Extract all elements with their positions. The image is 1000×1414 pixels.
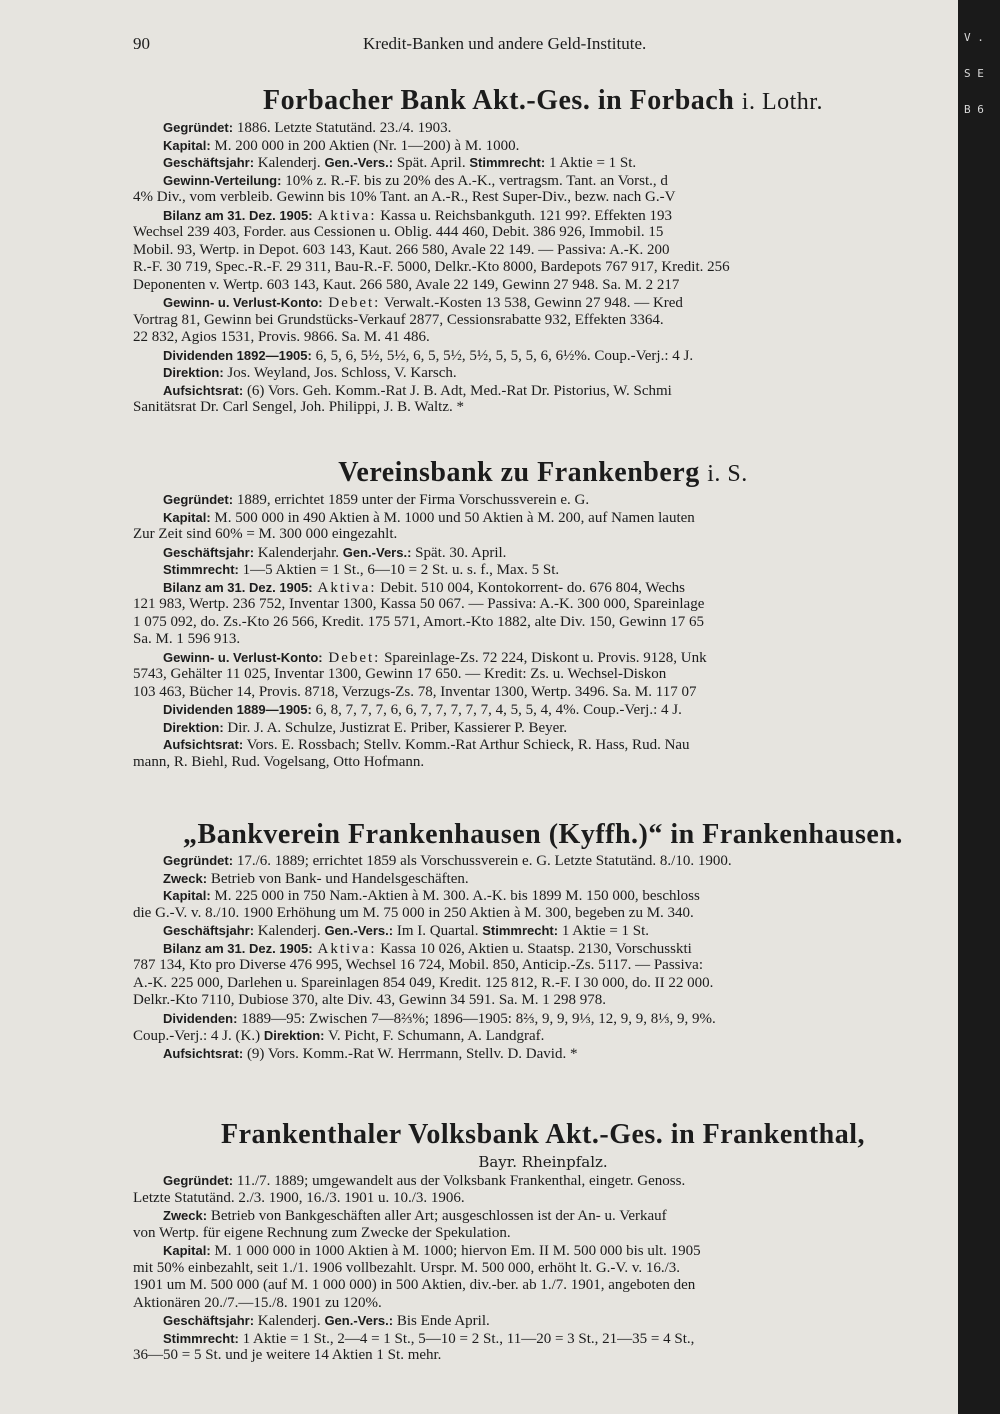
field-label: Stimmrecht: bbox=[163, 1330, 239, 1346]
field-text: 1901 um M. 500 000 (auf M. 1 000 000) in 500 Aktien, div.-ber. ab 1./7. 1901, angeboten den bbox=[133, 1277, 696, 1293]
entry-line bbox=[133, 754, 953, 772]
field-label: Aufsichtsrat: bbox=[163, 382, 244, 398]
field-text: Dir. J. A. Schulze, Justizrat E. Priber, Kassierer P. Beyer. bbox=[223, 719, 568, 736]
entry-title: Frankenthaler Volksbank Akt.-Ges. in Frankenthal, bbox=[220, 1119, 865, 1150]
entry-line bbox=[133, 701, 953, 719]
field-text: 1 Aktie = 1 St. bbox=[545, 155, 637, 171]
field-text: 6, 5, 6, 5½, 5½, 6, 5, 5½, 5½, 5, 5, 5, 6, 6½%. Coup.-Verj.: 4 J. bbox=[311, 347, 694, 364]
field-label: Gen.-Vers.: bbox=[324, 1313, 394, 1328]
entry-line bbox=[133, 1027, 953, 1045]
field-label: Geschäftsjahr: bbox=[163, 544, 255, 560]
field-label: Aufsichtsrat: bbox=[163, 1045, 244, 1061]
field-text: (6) Vors. Geh. Komm.-Rat J. B. Adt, Med.-Rat Dr. Pistorius, W. Schmi bbox=[243, 382, 672, 399]
entry-bankverein-frankenhausen bbox=[133, 818, 953, 1062]
entry-line bbox=[133, 649, 953, 667]
field-text: 787 134, Kto pro Diverse 476 995, Wechsel 16 724, Mobil. 850, Anticip.-Zs. 5117. — Passiva: bbox=[133, 957, 703, 973]
field-label: Gewinn- u. Verlust-Konto: bbox=[163, 295, 323, 310]
field-label: Geschäftsjahr: bbox=[163, 923, 255, 938]
field-text: Delkr.-Kto 7110, Dubiose 370, alte Div. 43, Gewinn 34 591. Sa. M. 1 298 978. bbox=[133, 992, 607, 1008]
field-text: Wechsel 239 403, Forder. aus Cessionen u. Oblig. 444 460, Debit. 386 926, Immobil. 15 bbox=[133, 224, 664, 240]
field-text: mann, R. Biehl, Rud. Vogelsang, Otto Hofmann. bbox=[133, 753, 425, 770]
entry-line bbox=[133, 1225, 953, 1243]
entry-line bbox=[133, 614, 953, 632]
field-text: 1—5 Aktien = 1 St., 6—10 = 2 St. u. s. f., Max. 5 St. bbox=[238, 562, 560, 578]
field-label: Direktion: bbox=[263, 1028, 325, 1043]
field-label: Gegründet: bbox=[163, 1173, 234, 1188]
entry-line bbox=[133, 172, 953, 190]
entry-line bbox=[133, 154, 953, 172]
field-text: Vors. E. Rossbach; Stellv. Komm.-Rat Arthur Schieck, R. Hass, Rud. Nau bbox=[243, 737, 690, 753]
entry-line bbox=[133, 259, 953, 277]
spine-fragments: V . S E B 6 bbox=[964, 31, 984, 116]
entry-body bbox=[133, 1172, 953, 1365]
entry-line bbox=[133, 329, 953, 347]
field-text: 103 463, Bücher 14, Provis. 8718, Verzugs-Zs. 78, Inventar 1300, Wertp. 3496. Sa. M. 117 07 bbox=[133, 683, 697, 700]
field-text: Bis Ende April. bbox=[393, 1313, 490, 1329]
field-text: Coup.-Verj.: 4 J. (K.) bbox=[133, 1028, 264, 1044]
entry-line bbox=[133, 119, 953, 137]
field-label: Gen.-Vers.: bbox=[342, 544, 412, 560]
field-text: 1886. Letzte Statutänd. 23./4. 1903. bbox=[233, 120, 452, 136]
field-label: Gegründet: bbox=[163, 853, 234, 868]
entry-line bbox=[133, 364, 953, 382]
entry-line bbox=[133, 719, 953, 737]
entry-line bbox=[133, 940, 953, 958]
field-text: M. 500 000 in 490 Aktien à M. 1000 und 50 Aktien à M. 200, auf Namen lauten bbox=[210, 509, 695, 526]
field-text: Kassa 10 026, Aktien u. Staatsp. 2130, Vorschusskti bbox=[376, 940, 692, 957]
entry-forbacher-bank bbox=[133, 84, 953, 417]
field-text: Zur Zeit sind 60% = M. 300 000 eingezahlt. bbox=[133, 526, 398, 542]
entry-line bbox=[133, 1190, 953, 1208]
entry-line bbox=[133, 905, 953, 923]
field-text: Vortrag 81, Gewinn bei Grundstücks-Verkauf 2877, Cessionsrabatte 932, Effekten 3364. bbox=[133, 311, 664, 328]
field-text: A.-K. 225 000, Darlehen u. Spareinlagen 854 049, Kredit. 125 812, R.-F. I 30 000, do. II 22 000. bbox=[133, 974, 714, 991]
entry-vereinsbank-frankenberg bbox=[133, 456, 953, 771]
field-text: Aktiva: bbox=[312, 579, 377, 596]
entry-line bbox=[133, 922, 953, 940]
entry-line bbox=[133, 207, 953, 225]
entry-line bbox=[133, 1312, 953, 1330]
entry-line bbox=[133, 852, 953, 870]
entry-line bbox=[133, 736, 953, 754]
page-number: 90 bbox=[133, 34, 150, 53]
field-label: Gen.-Vers.: bbox=[324, 923, 394, 938]
field-label: Direktion: bbox=[163, 365, 224, 380]
field-text: Kalenderj. bbox=[254, 923, 325, 939]
field-text: Spät. April. bbox=[393, 155, 470, 171]
field-label: Geschäftsjahr: bbox=[163, 155, 255, 170]
field-label: Stimmrecht: bbox=[163, 562, 239, 577]
field-text: V. Picht, F. Schumann, A. Landgraf. bbox=[324, 1028, 545, 1044]
entry-line bbox=[133, 957, 953, 975]
entry-line bbox=[133, 382, 953, 400]
field-label: Dividenden 1889—1905: bbox=[163, 702, 312, 717]
field-text: 17./6. 1889; errichtet 1859 als Vorschussverein e. G. Letzte Statutänd. 8./10. 1900. bbox=[233, 853, 732, 869]
field-text: Debit. 510 004, Kontokorrent- do. 676 804, Wechs bbox=[376, 579, 685, 596]
entry-line bbox=[133, 1295, 953, 1313]
field-label: Gegründet: bbox=[163, 492, 234, 507]
entry-line bbox=[133, 1172, 953, 1190]
field-text: Jos. Weyland, Jos. Schloss, V. Karsch. bbox=[223, 365, 457, 381]
field-label: Kapital: bbox=[163, 137, 211, 153]
entry-line bbox=[133, 347, 953, 365]
entry-line bbox=[133, 1010, 953, 1028]
entry-line bbox=[133, 870, 953, 888]
field-label: Bilanz am 31. Dez. 1905: bbox=[163, 207, 313, 223]
field-text: 1889, errichtet 1859 unter der Firma Vorschussverein e. G. bbox=[233, 492, 590, 508]
field-text: M. 1 000 000 in 1000 Aktien à M. 1000; hiervon Em. II M. 500 000 bis ult. 1905 bbox=[210, 1243, 701, 1259]
entry-line bbox=[133, 975, 953, 993]
entry-line bbox=[133, 579, 953, 597]
field-label: Zweck: bbox=[163, 870, 208, 886]
field-text: (9) Vors. Komm.-Rat W. Herrmann, Stellv. D. David. * bbox=[243, 1045, 578, 1062]
field-label: Dividenden 1892—1905: bbox=[163, 347, 312, 363]
entry-body bbox=[133, 491, 953, 771]
field-text: 1 075 092, do. Zs.-Kto 26 566, Kredit. 175 571, Amort.-Kto 1882, alte Div. 150, Gewinn 17 65 bbox=[133, 613, 705, 630]
field-text: Verwalt.-Kosten 13 538, Gewinn 27 948. — Kred bbox=[380, 295, 683, 311]
field-label: Gen.-Vers.: bbox=[324, 155, 394, 170]
entry-line bbox=[133, 277, 953, 295]
field-text: Sanitätsrat Dr. Carl Sengel, Joh. Philippi, J. B. Waltz. * bbox=[133, 399, 464, 415]
field-text: 1889—95: Zwischen 7—8⅔%; 1896—1905: 8⅔, 9, 9, 9⅓, 12, 9, 9, 8⅓, 9, 9%. bbox=[237, 1010, 716, 1027]
field-text: M. 200 000 in 200 Aktien (Nr. 1—200) à M. 1000. bbox=[210, 137, 520, 154]
field-text: 1 Aktie = 1 St. bbox=[558, 923, 650, 939]
field-text: 4% Div., vom verbleib. Gewinn bis 10% Tant. an A.-R., Rest Super-Div., bezw. nach G.-V bbox=[133, 189, 676, 205]
entry-line bbox=[133, 526, 953, 544]
entry-line bbox=[133, 294, 953, 312]
entry-line bbox=[133, 1277, 953, 1295]
field-text: Debet: bbox=[322, 295, 381, 311]
running-title: Kredit-Banken und andere Geld-Institute. bbox=[363, 34, 647, 53]
field-label: Aufsichtsrat: bbox=[163, 737, 244, 752]
entry-line bbox=[133, 1330, 953, 1348]
entry-line bbox=[133, 509, 953, 527]
entry-line bbox=[133, 887, 953, 905]
field-text: die G.-V. v. 8./10. 1900 Erhöhung um M. 75 000 in 250 Aktien à M. 300, begeben zu M. 340. bbox=[133, 904, 694, 921]
field-text: Debet: bbox=[322, 649, 381, 666]
entry-frankenthaler-volksbank bbox=[133, 1118, 953, 1365]
entry-line bbox=[133, 189, 953, 207]
entry-line bbox=[133, 1045, 953, 1063]
entry-line bbox=[133, 312, 953, 330]
entry-line bbox=[133, 1347, 953, 1365]
book-spine-edge bbox=[958, 0, 1000, 1414]
field-label: Dividenden: bbox=[163, 1010, 238, 1026]
field-label: Geschäftsjahr: bbox=[163, 1313, 255, 1328]
entry-line bbox=[133, 684, 953, 702]
entry-line bbox=[133, 596, 953, 614]
field-label: Stimmrecht: bbox=[469, 155, 546, 170]
field-text: Letzte Statutänd. 2./3. 1900, 16./3. 1901 u. 10./3. 1906. bbox=[133, 1189, 465, 1206]
field-text: Kalenderj. bbox=[254, 155, 325, 171]
field-text: M. 225 000 in 750 Nam.-Aktien à M. 300. A.-K. bis 1899 M. 150 000, beschloss bbox=[210, 888, 700, 904]
entry-line bbox=[133, 399, 953, 417]
field-text: 22 832, Agios 1531, Provis. 9866. Sa. M. 41 486. bbox=[133, 329, 430, 345]
field-label: Kapital: bbox=[163, 1243, 211, 1258]
field-text: 5743, Gehälter 11 025, Inventar 1300, Gewinn 17 650. — Kredit: Zs. u. Wechsel-Diskon bbox=[133, 666, 667, 682]
field-label: Kapital: bbox=[163, 888, 211, 903]
entry-subtitle: Bayr. Rheinpfalz. bbox=[478, 1153, 608, 1171]
field-text: 121 983, Wertp. 236 752, Inventar 1300, Kassa 50 067. — Passiva: A.-K. 300 000, Spareinlage bbox=[133, 596, 705, 612]
entry-line bbox=[133, 224, 953, 242]
entry-line bbox=[133, 1207, 953, 1225]
entry-line bbox=[133, 242, 953, 260]
field-text: Spät. 30. April. bbox=[411, 544, 507, 561]
field-label: Bilanz am 31. Dez. 1905: bbox=[163, 940, 313, 956]
field-label: Gewinn- u. Verlust-Konto: bbox=[163, 649, 323, 665]
field-label: Gegründet: bbox=[163, 120, 234, 135]
field-text: Spareinlage-Zs. 72 224, Diskont u. Provis. 9128, Unk bbox=[380, 649, 707, 666]
entry-line bbox=[133, 666, 953, 684]
field-text: Sa. M. 1 596 913. bbox=[133, 631, 241, 647]
field-text: Betrieb von Bank- und Handelsgeschäften. bbox=[207, 870, 469, 887]
field-text: Betrieb von Bankgeschäften aller Art; ausgeschlossen ist der An- u. Verkauf bbox=[207, 1208, 667, 1224]
field-text: mit 50% einbezahlt, seit 1./1. 1906 vollbezahlt. Urspr. M. 500 000, erhöht lt. G.-V. v. 16./3. bbox=[133, 1259, 681, 1276]
field-text: Kassa u. Reichsbankguth. 121 99?. Effekten 193 bbox=[376, 207, 672, 224]
field-text: Kalenderjahr. bbox=[254, 544, 343, 561]
entry-title: Forbacher Bank Akt.-Ges. in Forbach i. Lothr. bbox=[263, 85, 823, 116]
entry-line bbox=[133, 491, 953, 509]
entry-line bbox=[133, 631, 953, 649]
field-text: Im I. Quartal. bbox=[393, 923, 483, 939]
entry-line bbox=[133, 1242, 953, 1260]
field-text: Deponenten v. Wertp. 603 143, Kaut. 266 580, Avale 22 149, Gewinn 27 948. Sa. M. 2 217 bbox=[133, 276, 680, 293]
entry-body bbox=[133, 119, 953, 417]
field-text: 36—50 = 5 St. und je weitere 14 Aktien 1 St. mehr. bbox=[133, 1347, 442, 1363]
field-label: Kapital: bbox=[163, 509, 211, 525]
field-label: Direktion: bbox=[163, 719, 224, 735]
page-header bbox=[133, 32, 953, 60]
field-text: 6, 8, 7, 7, 7, 6, 6, 7, 7, 7, 7, 7, 4, 5, 5, 4, 4%. Coup.-Verj.: 4 J. bbox=[311, 702, 682, 718]
field-text: 10% z. R.-F. bis zu 20% des A.-K., vertragsm. Tant. an Vorst., d bbox=[281, 172, 668, 189]
field-text: Aktionären 20./7.—15./8. 1901 zu 120%. bbox=[133, 1294, 382, 1311]
field-label: Bilanz am 31. Dez. 1905: bbox=[163, 579, 313, 595]
field-text: Kalenderj. bbox=[254, 1313, 325, 1329]
field-label: Zweck: bbox=[163, 1208, 208, 1223]
entry-line bbox=[133, 1260, 953, 1278]
field-text: Mobil. 93, Wertp. in Depot. 603 143, Kaut. 266 580, Avale 22 149. — Passiva: A.-K. 200 bbox=[133, 241, 670, 258]
entry-title: „Bankverein Frankenhausen (Kyffh.)“ in Frankenhausen. bbox=[183, 819, 903, 850]
entry-title: Vereinsbank zu Frankenberg i. S. bbox=[338, 457, 748, 488]
field-text: R.-F. 30 719, Spec.-R.-F. 29 311, Bau-R.-F. 5000, Delkr.-Kto 8000, Bardepots 767 917, Kredit. 256 bbox=[133, 259, 730, 275]
field-text: Aktiva: bbox=[312, 940, 377, 957]
field-label: Stimmrecht: bbox=[482, 923, 559, 938]
entry-line bbox=[133, 137, 953, 155]
entry-line bbox=[133, 561, 953, 579]
entry-line bbox=[133, 992, 953, 1010]
field-text: von Wertp. für eigene Rechnung zum Zwecke der Spekulation. bbox=[133, 1224, 511, 1241]
field-text: 11./7. 1889; umgewandelt aus der Volksbank Frankenthal, eingetr. Genoss. bbox=[233, 1173, 686, 1189]
field-text: Aktiva: bbox=[312, 207, 377, 224]
entry-body bbox=[133, 852, 953, 1062]
entry-line bbox=[133, 544, 953, 562]
field-label: Gewinn-Verteilung: bbox=[163, 172, 282, 188]
field-text: 1 Aktie = 1 St., 2—4 = 1 St., 5—10 = 2 St., 11—20 = 3 St., 21—35 = 4 St., bbox=[238, 1330, 695, 1347]
